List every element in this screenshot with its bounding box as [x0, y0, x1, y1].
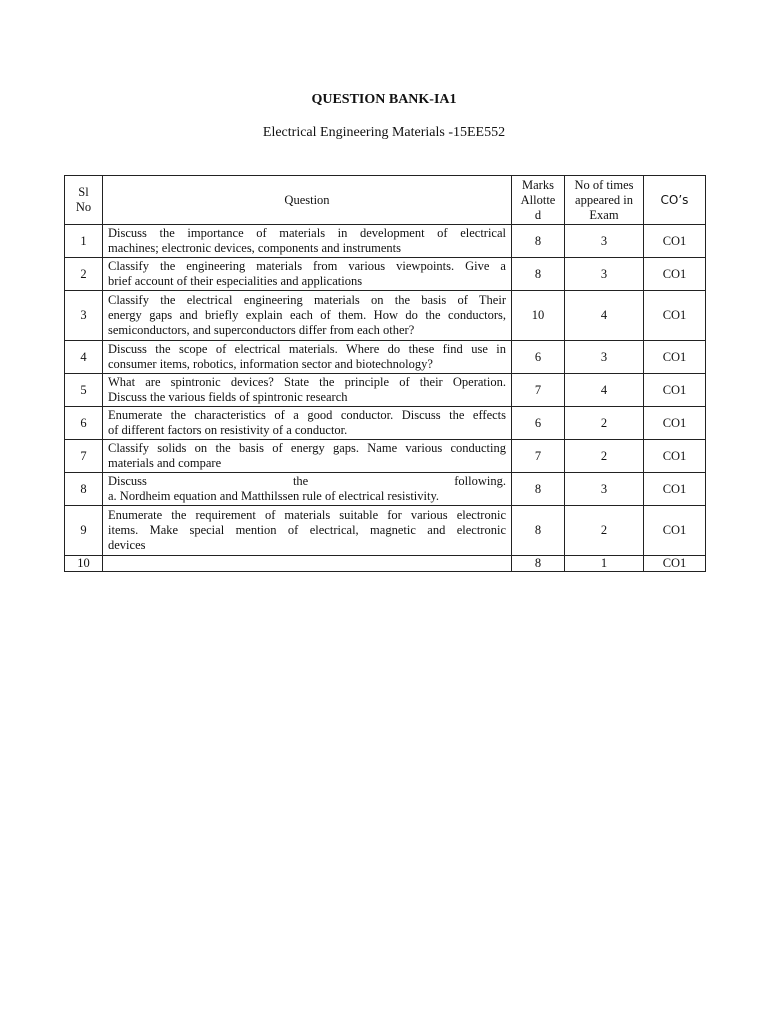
question-line: semiconductors, and superconductors differ from each other? — [108, 323, 415, 337]
header-marks — [512, 176, 565, 225]
question-line: items. Make special mention of electrical, magnetic and electronic — [108, 523, 506, 537]
table-row — [65, 407, 706, 440]
co-cell: CO1 — [644, 258, 706, 291]
header-line: Exam — [589, 207, 619, 222]
table-row — [65, 556, 706, 572]
serial-number-cell: 10 — [65, 556, 103, 572]
table-header-row — [65, 176, 706, 225]
question-cell — [103, 341, 512, 374]
question-cell — [103, 291, 512, 341]
marks-cell: 8 — [512, 556, 565, 572]
marks-cell: 8 — [512, 225, 565, 258]
times-appeared-cell: 2 — [565, 407, 644, 440]
table-body — [65, 225, 706, 572]
times-appeared-cell: 3 — [565, 225, 644, 258]
question-line: brief account of their especialities and applications — [108, 274, 363, 288]
table-row — [65, 291, 706, 341]
times-appeared-cell: 3 — [565, 341, 644, 374]
question-line: Enumerate the requirement of materials suitable for various electronic — [108, 508, 506, 522]
header-line: Sl — [78, 185, 89, 199]
marks-cell: 8 — [512, 473, 565, 506]
table-row — [65, 341, 706, 374]
question-cell — [103, 374, 512, 407]
question-cell — [103, 258, 512, 291]
question-cell — [103, 506, 512, 556]
serial-number-cell: 3 — [65, 291, 103, 341]
table-row — [65, 374, 706, 407]
question-line: Discuss the following. — [108, 474, 506, 488]
question-line: machines; electronic devices, components and instruments — [108, 241, 401, 255]
serial-number-cell: 2 — [65, 258, 103, 291]
marks-cell: 6 — [512, 407, 565, 440]
co-cell: CO1 — [644, 473, 706, 506]
co-cell: CO1 — [644, 556, 706, 572]
co-cell: CO1 — [644, 291, 706, 341]
question-line: materials and compare — [108, 456, 222, 470]
times-appeared-cell: 4 — [565, 374, 644, 407]
question-cell — [103, 407, 512, 440]
header-sl-no — [65, 176, 103, 225]
marks-cell: 7 — [512, 440, 565, 473]
times-appeared-cell: 1 — [565, 556, 644, 572]
header-line: d — [534, 207, 542, 222]
question-line: Classify the electrical engineering materials on the basis of Their — [108, 293, 506, 307]
question-line: Discuss the importance of materials in development of electrical — [108, 226, 506, 240]
times-appeared-cell: 3 — [565, 473, 644, 506]
question-line: energy gaps and briefly explain each of them. How do the conductors, — [108, 308, 506, 322]
marks-cell: 8 — [512, 506, 565, 556]
header-cos — [644, 176, 706, 225]
marks-cell: 7 — [512, 374, 565, 407]
header-line: Allotte — [520, 192, 556, 207]
page-title: QUESTION BANK-IA1 — [311, 92, 457, 107]
times-appeared-cell: 3 — [565, 258, 644, 291]
question-line: Discuss the various fields of spintronic research — [108, 390, 348, 404]
header-line: CO’s — [660, 192, 689, 207]
co-cell: CO1 — [644, 374, 706, 407]
question-line: What are spintronic devices? State the principle of their Operation. — [108, 375, 506, 389]
serial-number-cell: 8 — [65, 473, 103, 506]
serial-number-cell: 5 — [65, 374, 103, 407]
times-appeared-cell: 4 — [565, 291, 644, 341]
co-cell: CO1 — [644, 225, 706, 258]
table-row — [65, 506, 706, 556]
header-line: appeared in — [575, 192, 633, 207]
question-cell — [103, 225, 512, 258]
co-cell: CO1 — [644, 440, 706, 473]
marks-cell: 8 — [512, 258, 565, 291]
header-line: Marks — [522, 177, 554, 192]
marks-cell: 10 — [512, 291, 565, 341]
question-line: Classify solids on the basis of energy gaps. Name various conducting — [108, 441, 506, 455]
course-subtitle: Electrical Engineering Materials -15EE552 — [262, 125, 506, 140]
header-times-appeared — [565, 176, 644, 225]
header-line: Question — [284, 192, 330, 207]
question-bank-table — [64, 175, 706, 572]
question-cell — [103, 440, 512, 473]
question-cell — [103, 556, 512, 572]
serial-number-cell: 1 — [65, 225, 103, 258]
serial-number-cell: 6 — [65, 407, 103, 440]
question-line: devices — [108, 538, 146, 552]
question-line: of different factors on resistivity of a conductor. — [108, 423, 348, 437]
question-line: consumer items, robotics, information sector and biotechnology? — [108, 357, 433, 371]
question-line: Discuss the scope of electrical materials. Where do these find use in — [108, 342, 506, 356]
header-line: No — [75, 200, 92, 214]
table-row — [65, 225, 706, 258]
question-line: Classify the engineering materials from various viewpoints. Give a — [108, 259, 506, 273]
table-row — [65, 473, 706, 506]
question-line: Enumerate the characteristics of a good conductor. Discuss the effects — [108, 408, 506, 422]
question-cell — [103, 473, 512, 506]
serial-number-cell: 4 — [65, 341, 103, 374]
header-question — [103, 176, 512, 225]
serial-number-cell: 7 — [65, 440, 103, 473]
co-cell: CO1 — [644, 506, 706, 556]
times-appeared-cell: 2 — [565, 440, 644, 473]
header-line: No of times — [574, 177, 634, 192]
table-row — [65, 440, 706, 473]
times-appeared-cell: 2 — [565, 506, 644, 556]
co-cell: CO1 — [644, 407, 706, 440]
marks-cell: 6 — [512, 341, 565, 374]
table-row — [65, 258, 706, 291]
serial-number-cell: 9 — [65, 506, 103, 556]
co-cell: CO1 — [644, 341, 706, 374]
question-line: a. Nordheim equation and Matthilssen rule of electrical resistivity. — [108, 489, 440, 503]
